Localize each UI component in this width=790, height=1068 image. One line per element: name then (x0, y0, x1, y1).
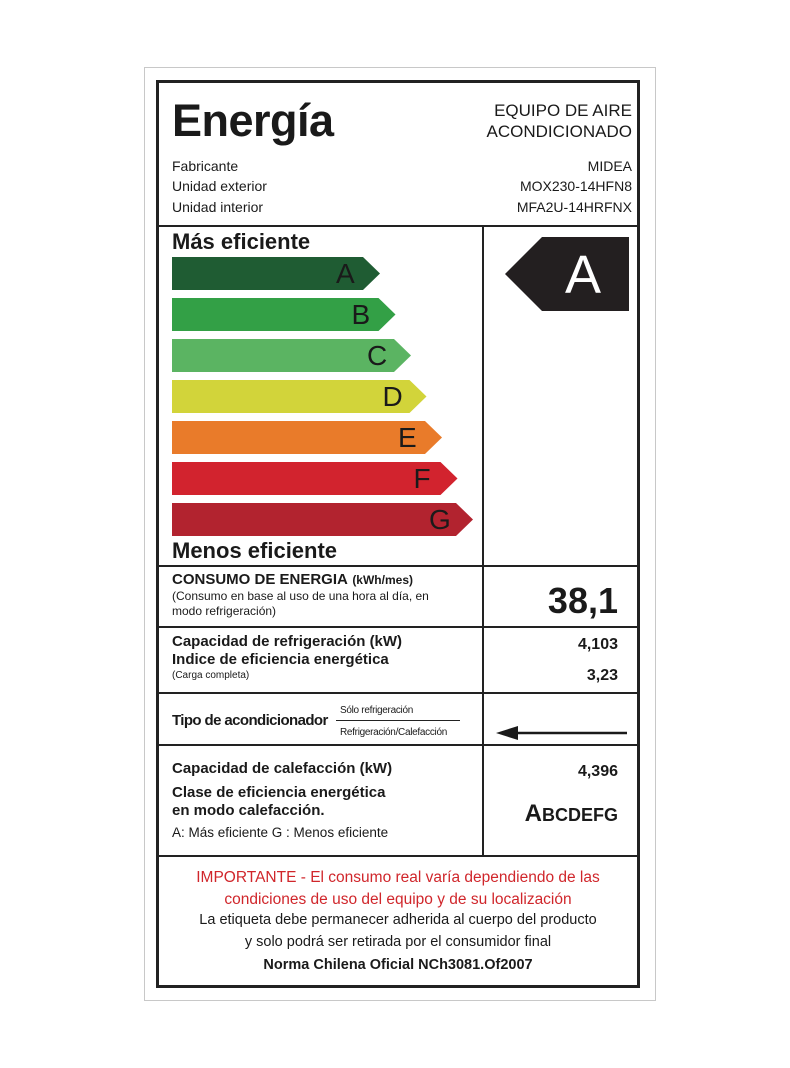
indoor-unit-value: MFA2U-14HRFNX (516, 199, 632, 215)
divider (158, 565, 638, 567)
consumption-title (172, 571, 413, 589)
column-divider (482, 226, 484, 856)
option-cooling-heating: Refrigeración/Calefacción (340, 727, 448, 738)
consumption-note-line1: (Consumo en base al uso de una hora al día, en (172, 589, 429, 603)
label-notice-line3: La etiqueta debe permanecer adherida al cuerpo del producto (199, 912, 597, 928)
heating-class-scale (525, 800, 618, 828)
heating-capacity-label: Capacidad de calefacción (kW) (172, 760, 393, 777)
heating-class-legend: A: Más eficiente G : Menos eficiente (172, 825, 389, 840)
option-cooling-only: Sólo refrigeración (340, 705, 413, 716)
cooling-capacity-value: 4,103 (577, 636, 618, 653)
efficiency-bar-letter: C (367, 340, 388, 371)
divider (158, 744, 638, 746)
important-notice-line1: IMPORTANTE - El consumo real varía dependiendo de las (196, 869, 600, 886)
efficiency-index-note: (Carga completa) (172, 670, 250, 681)
standard-reference: Norma Chilena Oficial NCh3081.Of2007 (263, 957, 533, 973)
equipment-type-line1: EQUIPO DE AIRE (494, 101, 632, 120)
consumption-title-text: CONSUMO DE ENERGIA (172, 571, 348, 588)
efficiency-bar-c (172, 339, 411, 372)
heating-class-first: A (524, 800, 542, 827)
conditioner-type-label: Tipo de acondicionador (172, 712, 328, 729)
divider (158, 855, 638, 857)
efficiency-bar-g (172, 503, 473, 536)
indoor-unit-label: Unidad interior (172, 199, 264, 215)
consumption-note-line2: modo refrigeración) (172, 604, 277, 618)
efficiency-bar-e (172, 421, 442, 454)
efficiency-index-label: Indice de eficiencia energética (172, 651, 389, 668)
efficiency-index-value: 3,23 (586, 667, 618, 684)
efficiency-bar-d (172, 380, 427, 413)
important-notice-line2: condiciones de uso del equipo y de su localización (224, 891, 572, 908)
efficiency-bar-letter: G (429, 504, 451, 535)
efficiency-bar-letter: A (336, 258, 355, 289)
efficiency-bar-b (172, 298, 396, 331)
efficiency-bar-a (172, 257, 380, 290)
efficiency-bar-letter: E (398, 422, 417, 453)
efficiency-bar-letter: D (382, 381, 403, 412)
heating-capacity-value: 4,396 (577, 763, 618, 780)
heating-class-rest: BCDEFG (542, 805, 618, 825)
label-title: Energía (172, 95, 334, 146)
efficiency-bar-letter: B (351, 299, 371, 330)
consumption-value: 38,1 (547, 580, 618, 621)
equipment-type (487, 100, 632, 142)
efficiency-bar-letter: F (413, 463, 431, 494)
efficiency-bar-f (172, 462, 458, 495)
efficiency-rating-letter: A (564, 245, 602, 305)
divider (158, 692, 638, 694)
consumption-unit: (kWh/mes) (352, 573, 413, 587)
least-efficient-label: Menos eficiente (172, 538, 338, 563)
heating-class-label-line2: en modo calefacción. (172, 802, 325, 819)
divider (158, 225, 638, 227)
divider (158, 626, 638, 628)
heating-class-label-line1: Clase de eficiencia energética (172, 784, 386, 801)
efficiency-rating-badge (505, 237, 629, 316)
label-notice-line4: y solo podrá ser retirada por el consumidor final (244, 934, 552, 950)
cooling-capacity-label: Capacidad de refrigeración (kW) (172, 633, 403, 650)
manufacturer-label: Fabricante (172, 158, 239, 174)
manufacturer-value: MIDEA (587, 158, 632, 174)
most-efficient-label: Más eficiente (172, 229, 311, 254)
outdoor-unit-label: Unidad exterior (172, 178, 267, 194)
outdoor-unit-value: MOX230-14HFN8 (519, 178, 632, 194)
equipment-type-line2: ACONDICIONADO (486, 122, 632, 141)
option-separator (336, 720, 460, 721)
